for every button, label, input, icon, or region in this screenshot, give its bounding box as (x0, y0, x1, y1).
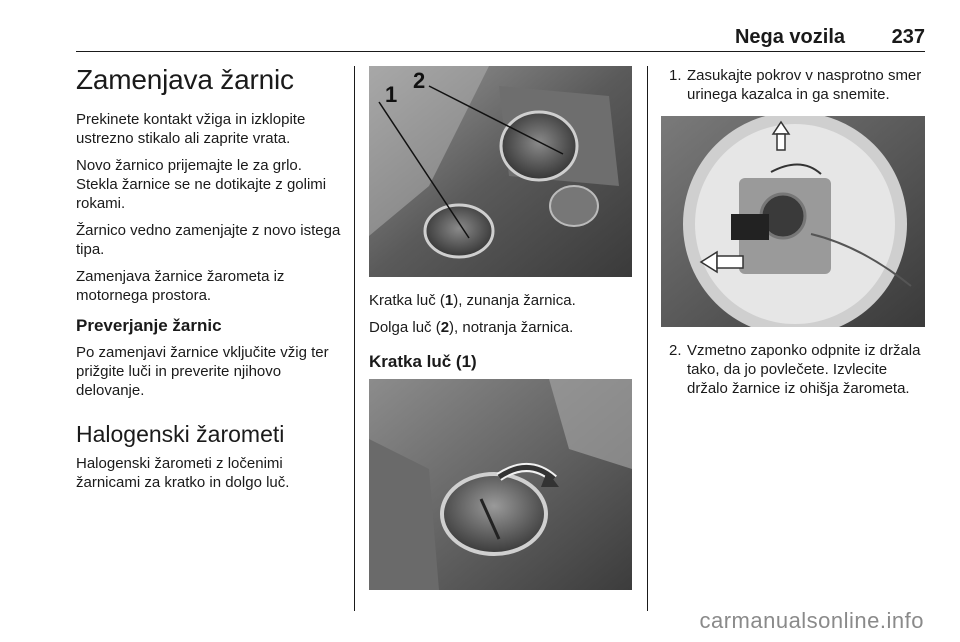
column-middle (369, 66, 632, 590)
headlamp-photo-overview (369, 66, 632, 277)
paragraph-engine-bay: Zamenjava žarnice žarometa iz motornega prostora. (76, 268, 285, 304)
step-number: 2. (669, 342, 682, 359)
heading-halogen: Halogenski žarometi (76, 421, 285, 447)
page-header (76, 24, 925, 50)
paragraph-same-type: Žarnico vedno zamenjajte z novo istega tipa. (76, 222, 341, 258)
paragraph-check: Po zamenjavi žarnice vključite vžig ter prižgite luči in preverite njihovo delovanje. (76, 344, 329, 399)
caption-low-beam-text: Kratka luč ( (369, 292, 445, 309)
caption-low-beam-number: 1 (444, 292, 454, 309)
column-divider-left (354, 66, 355, 611)
caption-low-beam (369, 291, 632, 310)
step-item (661, 341, 925, 398)
caption-high-beam-rest: ), notranja žarnica. (449, 319, 574, 336)
column-left (76, 60, 344, 500)
paragraph-halogen: Halogenski žarometi z ločenimi žarnicami za kratko in dolgo luč. (76, 455, 290, 491)
paragraph-ignition: Prekinete kontakt vžiga in izklopite ustrezno stikalo ali zaprite vrata. (76, 111, 306, 147)
steps-list-second (661, 341, 925, 398)
subheading-low-beam: Kratka luč (1) (369, 352, 477, 371)
subheading-check-bulbs: Preverjanje žarnic (76, 316, 222, 335)
column-right (661, 66, 925, 398)
caption-high-beam (369, 318, 632, 337)
low-beam-photo (369, 379, 632, 590)
figure-callout-2: 2 (413, 68, 426, 93)
step-number: 1. (669, 67, 682, 84)
header-rule (76, 51, 925, 52)
step-item (661, 66, 925, 104)
paragraph-hold-bulb: Novo žarnico prijemajte le za grlo. Stekla žarnice se ne dotikajte z golimi rokami. (76, 157, 327, 212)
page-number: 237 (891, 26, 925, 48)
caption-high-beam-text: Dolga luč ( (369, 319, 441, 336)
figure-callout-1: 1 (385, 82, 398, 107)
steps-list-first (661, 66, 925, 104)
step-text: Zasukajte pokrov v nasprotno smer urinega kazalca in ga snemite. (687, 67, 922, 103)
page-title: Zamenjava žarnic (76, 64, 294, 95)
step-text: Vzmetno zaponko odpnite iz držala tako, da jo povlečete. Izvlecite držalo žarnice iz ohišja žarometa. (687, 342, 921, 397)
watermark: carmanualsonline.info (699, 608, 924, 633)
caption-low-beam-rest: ), zunanja žarnica. (453, 292, 576, 309)
column-divider-right (647, 66, 648, 611)
section-title: Nega vozila (734, 26, 845, 48)
caption-high-beam-number: 2 (440, 319, 450, 336)
bulb-holder-photo (661, 116, 925, 327)
